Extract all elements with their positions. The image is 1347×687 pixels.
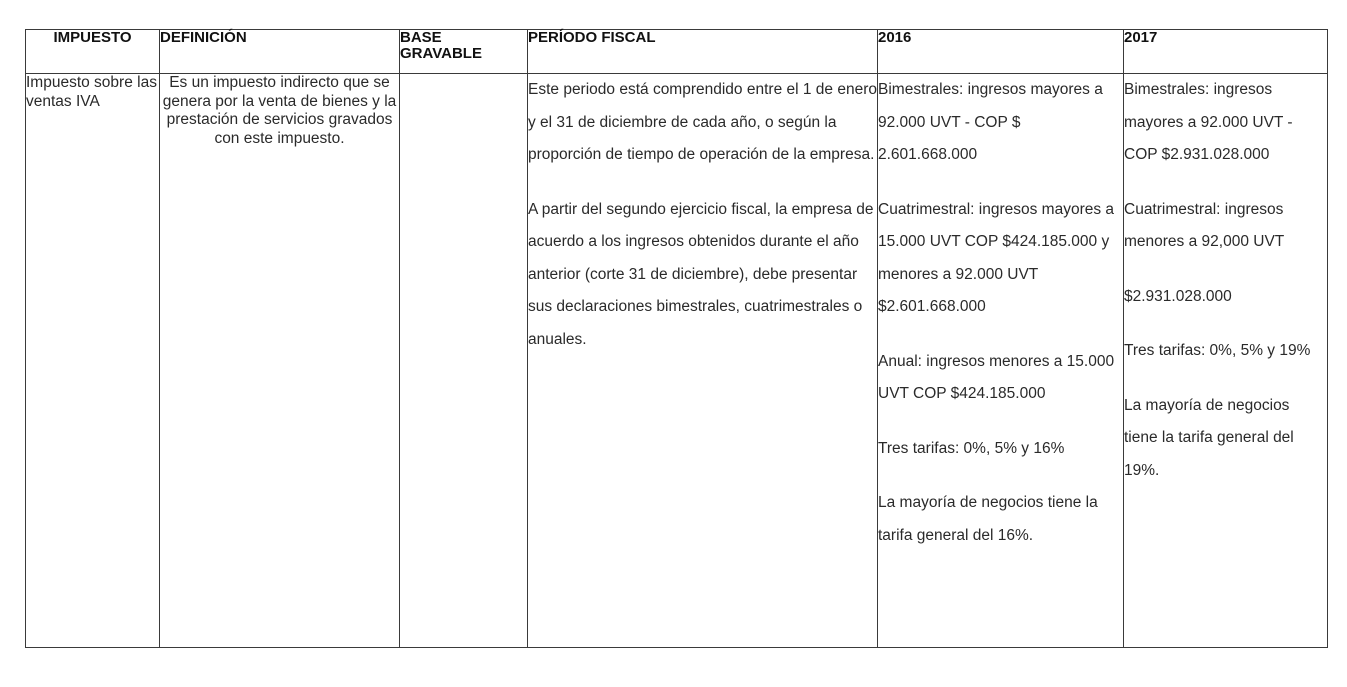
paragraph-gap bbox=[528, 172, 877, 194]
cell-periodo-fiscal bbox=[528, 74, 878, 648]
periodo-paragraph: A partir del segundo ejercicio fiscal, la empresa de acuerdo a los ingresos obtenidos durante el año anterior (corte 31 de diciembre), debe presentar sus declaraciones bimestrales, cuatrimestrales o anuales. bbox=[528, 200, 874, 348]
paragraph-gap bbox=[1124, 313, 1327, 335]
periodo-paragraph: Este periodo está comprendido entre el 1 de enero y el 31 de diciembre de cada año, o según la proporción de tiempo de operación de la empresa. bbox=[528, 81, 877, 163]
2016-paragraph: Anual: ingresos menores a 15.000 UVT COP $424.185.000 bbox=[878, 352, 1115, 402]
cell-definicion: Es un impuesto indirecto que se genera por la venta de bienes y la prestación de servicios gravados con este impuesto. bbox=[160, 74, 400, 648]
cell-impuesto: Impuesto sobre las ventas IVA bbox=[26, 74, 160, 648]
paragraph-gap bbox=[878, 465, 1123, 487]
table-body bbox=[26, 74, 1328, 648]
header-periodo-fiscal: PERÍODO FISCAL bbox=[528, 30, 878, 74]
paragraph-gap bbox=[1124, 368, 1327, 390]
header-2016: 2016 bbox=[878, 30, 1124, 74]
2017-paragraph: La mayoría de negocios tiene la tarifa general del 19%. bbox=[1124, 396, 1294, 479]
2016-paragraph: Cuatrimestral: ingresos mayores a 15.000 UVT COP $424.185.000 y menores a 92.000 UVT $2.601.668.000 bbox=[878, 200, 1115, 315]
table-header bbox=[26, 30, 1328, 74]
2017-paragraph: Bimestrales: ingresos mayores a 92.000 UVT - COP $2.931.028.000 bbox=[1124, 81, 1293, 163]
header-row bbox=[26, 30, 1328, 74]
paragraph-gap bbox=[878, 172, 1123, 194]
2016-paragraph: Bimestrales: ingresos mayores a 92.000 UVT - COP $ 2.601.668.000 bbox=[878, 81, 1103, 163]
header-definicion: DEFINICIÓN bbox=[160, 30, 400, 74]
paragraph-gap bbox=[878, 324, 1123, 346]
header-base-gravable: BASE GRAVABLE bbox=[400, 30, 528, 74]
header-impuesto: IMPUESTO bbox=[26, 30, 160, 74]
paragraph-gap bbox=[1124, 259, 1327, 281]
2017-paragraph: $2.931.028.000 bbox=[1124, 287, 1232, 305]
2017-paragraph: Tres tarifas: 0%, 5% y 19% bbox=[1124, 342, 1311, 359]
paragraph-gap bbox=[1124, 172, 1327, 194]
2016-paragraph: Tres tarifas: 0%, 5% y 16% bbox=[878, 439, 1065, 457]
cell-2017 bbox=[1124, 74, 1328, 648]
2017-paragraph: Cuatrimestral: ingresos menores a 92,000 UVT bbox=[1124, 200, 1285, 250]
cell-2016 bbox=[878, 74, 1124, 648]
header-2017: 2017 bbox=[1124, 30, 1328, 74]
tax-table bbox=[25, 29, 1328, 648]
cell-base-gravable bbox=[400, 74, 528, 648]
2016-paragraph: La mayoría de negocios tiene la tarifa general del 16%. bbox=[878, 494, 1098, 544]
table-row bbox=[26, 74, 1328, 648]
paragraph-gap bbox=[878, 411, 1123, 433]
